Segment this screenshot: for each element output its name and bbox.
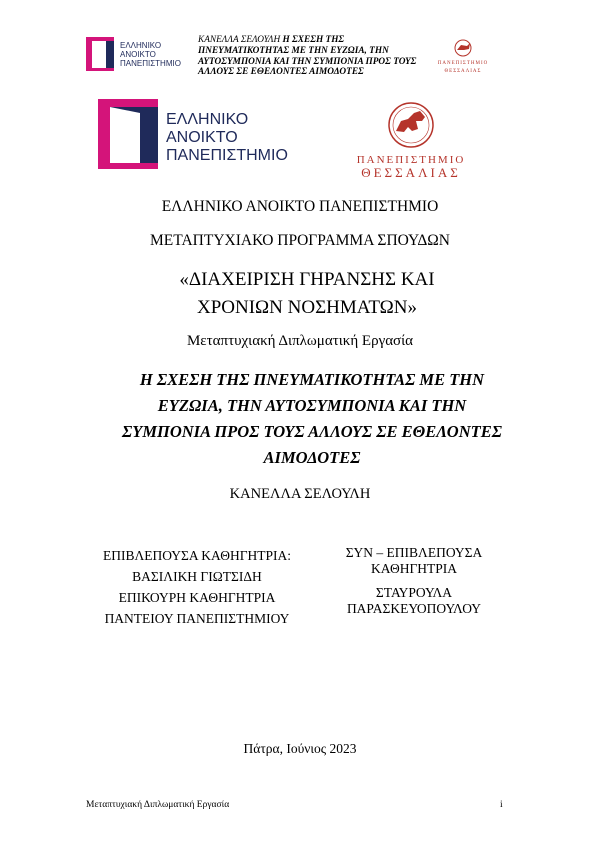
program-heading: ΜΕΤΑΠΤΥΧΙΑΚΟ ΠΡΟΓΡΑΜΜΑ ΣΠΟΥΔΩΝ [150,232,450,249]
uth-logo [346,99,476,179]
supervisor-name: ΒΑΣΙΛΙΚΗ ΓΙΩΤΣΙΔΗ [132,569,262,584]
running-header [198,35,420,78]
uth-line-2: ΘΕΣΣΑΛΙΑΣ [361,165,461,179]
eap-line-1: ΕΛΛΗΝΙΚΟ [166,111,249,128]
eap-small-line-1: ΕΛΛΗΝΙΚΟ [120,41,162,50]
eap-line-3: ΠΑΝΕΠΙΣΤΗΜΙΟ [166,147,288,164]
co-supervisor-name-1: ΣΤΑΥΡΟΥΛΑ [375,585,453,600]
uth-line-1: ΠΑΝΕΠΙΣΤΗΜΙΟ [356,154,466,166]
uth-small-line-2: ΘΕΣΣΑΛΙΑΣ [444,69,482,74]
eap-line-2: ΑΝΟΙΚΤΟ [166,129,238,146]
supervisor-block [86,545,308,629]
author-name: ΚΑΝΕΛΛΑ ΣΕΛΟΥΛΗ [229,486,371,502]
place-date: Πάτρα, Ιούνιος 2023 [243,741,357,756]
running-author: ΚΑΝΕΛΛΑ ΣΕΛΟΥΛΗ [198,35,281,45]
eap-small-line-2: ΑΝΟΙΚΤΟ [120,50,156,59]
footer-label: Μεταπτυχιακή Διπλωματική Εργασία [86,800,230,810]
centaur-emblem [396,111,425,132]
eap-logo-small [86,36,182,74]
uth-small-line-1: ΠΑΝΕΠΙΣΤΗΜΙΟ [437,61,489,66]
co-supervisor-role-2: ΚΑΘΗΓΗΤΡΙΑ [371,561,457,576]
program-name: «ΔΙΑΧΕΙΡΙΣΗ ΓΗΡΑΝΣΗΣ ΚΑΙ ΧΡΟΝΙΩΝ ΝΟΣΗΜΑΤΩΝ» [179,269,435,318]
supervisor-affiliation: ΠΑΝΤΕΙΟΥ ΠΑΝΕΠΙΣΤΗΜΙΟΥ [104,611,290,626]
co-supervisor-name-2: ΠΑΡΑΣΚΕΥΟΠΟΥΛΟΥ [346,601,482,616]
eap-logo [98,99,288,169]
uth-logo-small [433,37,493,75]
university-name: ΕΛΛΗΝΙΚΟ ΑΝΟΙΚΤΟ ΠΑΝΕΠΙΣΤΗΜΙΟ [161,198,439,215]
page-number: i [500,800,503,810]
thesis-type: Μεταπτυχιακή Διπλωματική Εργασία [186,333,414,349]
eap-small-line-3: ΠΑΝΕΠΙΣΤΗΜΙΟ [120,59,181,68]
thesis-title: Η ΣΧΕΣΗ ΤΗΣ ΠΝΕΥΜΑΤΙΚΟΤΗΤΑΣ ΜΕ ΤΗΝ ΕΥΖΩΙΑ, ΤΗΝ ΑΥΤΟΣΥΜΠΟΝΙΑ ΚΑΙ ΤΗΝ ΣΥΜΠΟΝΙΑ ΠΡΟΣ ΤΟΥΣ ΑΛΛΟΥΣ ΣΕ ΕΘΕΛΟΝΤΕΣ ΑΙΜΟΔΟΤΕΣ [122,370,502,467]
co-supervisor-role-1: ΣΥΝ – ΕΠΙΒΛΕΠΟΥΣΑ [345,545,483,560]
co-supervisor-block [334,545,494,617]
running-title: Η ΣΧΕΣΗ ΤΗΣ ΠΝΕΥΜΑΤΙΚΟΤΗΤΑΣ ΜΕ ΤΗΝ ΕΥΖΩΙΑ, ΤΗΝ ΑΥΤΟΣΥΜΠΟΝΙΑ ΚΑΙ ΤΗΝ ΣΥΜΠΟΝΙΑ ΠΡΟΣ ΤΟΥΣ ΑΛΛΟΥΣ ΣΕ ΕΘΕΛΟΝΤΕΣ ΑΙΜΟΔΟΤΕΣ [198,35,417,78]
supervisor-rank: ΕΠΙΚΟΥΡΗ ΚΑΘΗΓΗΤΡΙΑ [118,590,276,605]
supervisor-role: ΕΠΙΒΛΕΠΟΥΣΑ ΚΑΘΗΓΗΤΡΙΑ: [102,548,292,563]
